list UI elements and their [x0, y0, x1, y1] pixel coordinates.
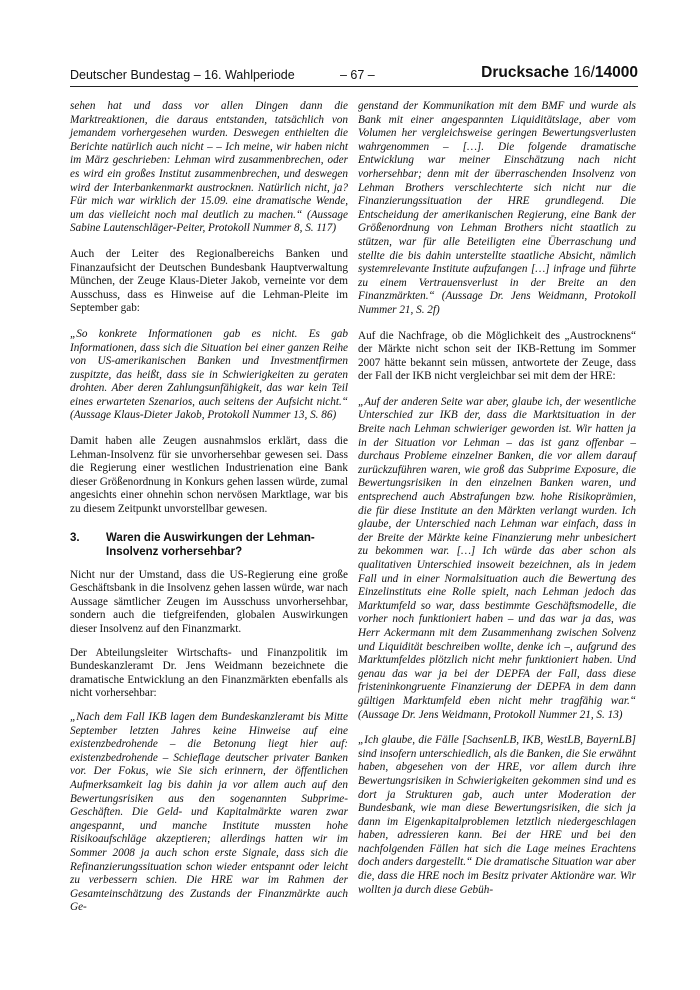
section-heading [70, 531, 348, 559]
header-doc-label: Drucksache [481, 64, 570, 81]
header-publication: Deutscher Bundestag – 16. Wahlperiode [70, 68, 295, 82]
header-document-id [481, 64, 638, 82]
section-title: Waren die Auswirkungen der Lehman-Insolvenz vorhersehbar? [106, 531, 315, 558]
paragraph-follow-up-question: Auf die Nachfrage, ob die Möglichkeit des „Austrocknens“ der Märkte nicht schon seit der IKB-Rettung im Sommer 2007 hätte bekannt sein müssen, antwortete der Zeuge, dass der Fall der IKB nicht vergleichbar sei mit dem der HRE: [358, 329, 636, 383]
quote-weidmann-1: „Nach dem Fall IKB lagen dem Bundeskanzleramt bis Mitte September letzten Jahres keine Hinweise auf eine existenzbedrohende – die Betonung liegt hier auf: existenzbedrohende – Schieflage deutscher privater Banken vor. Der Fokus, wie Sie sich erinnern, der öffentlichen Aufmerksamkeit lag bis dahin ja vor allem auch auf den Bewertungsrisiken aus den sogenannten Subprime-Geschäften. Die Geld- und Kapitalmärkte waren zwar angespannt, und manche Institute mussten hohe Risikoaufschläge akzeptieren; allerdings hatten wir im Sommer 2008 ja auch schon erste Signale, dass sich die Refinanzierungssituation schon wieder entspannt oder leicht zu verbessern schien. Die HRE war im Rahmen der Gesamteinschätzung des Zustands der Finanzmärkte auch Ge- [70, 710, 348, 914]
left-column [70, 100, 348, 927]
quote-weidmann-2: „Auf der anderen Seite war aber, glaube ich, der wesentliche Unterschied zur IKB der, dass die Marktsituation in der Breite nach Lehman schwieriger geworden ist. Wir hatten ja in der Situation vor Lehman – das ist ganz offenbar – durchaus Probleme einzelner Banken, die vor allem darauf zurückzuführen waren, wie groß das Subprime Exposure, die Bewertungsrisiken in den einzelnen Banken waren, und entsprechend auch Abstrafungen bzw. hohe Risikoprämien, die für diese Institute an den Märkten verlangt wurden. Ich glaube, der Unterschied nach Lehman war einfach, dass in der Breite der Märkte keine Finanzierung mehr unbesichert zu bekommen war. […] Ich würde das aber schon als qualitativen Unterschied insoweit bezeichnen, als in jedem Fall und in einer Normalsituation auch die Bewertung des Einzelinstituts eine Rolle spielt, nach Lehman jedoch das Marktumfeld so war, dass bestimmte Geschäftsmodelle, die vorher noch funktioniert haben – und das war ja das, was Herr Ackermann mit dem Zusammenhang zwischen Solvenz und Liquidität beschreiben wollte, denke ich –, aufgrund des Marktumfeldes plötzlich nicht mehr funktioniert haben. Und genau das war ja bei der DEPFA der Fall, dass diese fristeninkongruente Finanzierung der DEPFA in dem dann gültigen Marktumfeld eben nicht mehr tragfähig war.“ (Aussage Dr. Jens Weidmann, Protokoll Nummer 21, S. 13) [358, 395, 636, 721]
header-page-number: – 67 – [340, 68, 375, 82]
page-header [70, 64, 638, 87]
quote-weidmann-1-continued: genstand der Kommunikation mit dem BMF und wurde als Bank mit einer angespannten Liquiditätslage, aber vom Volumen her vergleichsweise geringen Bewertungsverlusten wahrgenommen – […]. Die folgende dramatische Entwicklung war meiner Einschätzung nach nicht vorhersehbar; denn mit der überraschenden Insolvenz von Lehman Brothers verschlechterte sich nicht nur die Finanzierungssituation der HRE grundlegend. Die Entscheidung der amerikanischen Regierung, eine Bank der Größenordnung von Lehman Brothers nicht staatlich zu stützen, war für alle Beteiligten eine Überraschung und stellte die bis dahin unterstellte staatliche Absicht, nämlich systemrelevante Institute aufzufangen […] infrage und führte zu einem Vertrauensverlust in der Breite an den Finanzmärkten.“ (Aussage Dr. Jens Weidmann, Protokoll Nummer 21, S. 2f) [358, 100, 636, 316]
right-column [358, 100, 636, 909]
paragraph-jakob-intro: Auch der Leiter des Regionalbereichs Banken und Finanzaufsicht der Deutschen Bundesbank Hauptverwaltung München, der Zeuge Klaus-Dieter Jakob, verneinte vor dem Ausschuss, dass es Hinweise auf die Lehman-Pleite im September gab: [70, 247, 348, 315]
paragraph-us-government: Nicht nur der Umstand, dass die US-Regierung eine große Geschäftsbank in die Insolvenz gehen lassen würde, war nach Aussage sämtlicher Zeugen im Ausschuss unvorhersehbar, sondern auch die tiefgreifenden, globalen Auswirkungen dieser Insolvenz auf den Finanzmarkt. [70, 568, 348, 635]
header-doc-number: 14000 [594, 64, 638, 81]
quote-lautenschlaeger: sehen hat und dass vor allen Dingen dann die Marktreaktionen, die daraus entstanden, tatsächlich von jemandem vorhergesehen wurden. Deswegen enthielten die Berichte natürlich auch nicht – – Ich meine, wir haben nicht im März geschrieben: Lehman wird zusammenbrechen, oder es wird ein großes Institut zusammenbrechen, und deswegen wird der Interbankenmarkt austrocknen. Natürlich nicht, ja? Für mich war wirklich der 15.09. eine dramatische Wende, um das vielleicht noch mal deutlich zu machen.“ (Aussage Sabine Lautenschläger-Peiter, Protokoll Nummer 8, S. 117) [70, 100, 348, 235]
paragraph-weidmann-intro: Der Abteilungsleiter Wirtschafts- und Finanzpolitik im Bundeskanzleramt Dr. Jens Weidmann bezeichnete die dramatische Entwicklung an den Finanzmärkten ebenfalls als nicht vorhersehbar: [70, 646, 348, 700]
section-number: 3. [70, 531, 80, 544]
quote-weidmann-3: „Ich glaube, die Fälle [SachsenLB, IKB, WestLB, BayernLB] sind insofern unterschiedlich, als die Banken, die Sie erwähnt haben, abgesehen von der HRE, vor allem durch ihre Bewertungsrisiken in Schwierigkeiten gekommen sind und es dort ja Strukturen gab, auch unter Moderation der Bundesbank, wie man diese Bewertungsrisiken, die sich ja dann im Eigenkapitalproblemen letztlich niedergeschlagen haben, adressieren kann. Bei der HRE und bei den nachfolgenden Fällen hat sich die Lage meines Erachtens doch anders dargestellt.“ Die dramatische Situation war aber die, dass die HRE noch im Besitz privater Aktionäre war. Wir wollten ja durch diese Gebüh- [358, 734, 637, 896]
quote-jakob: „So konkrete Informationen gab es nicht. Es gab Informationen, dass sich die Situation bei einer ganzen Reihe von US-amerikanischen Banken und Investmentfirmen zuspitzte, das heißt, dass sie in Schwierigkeiten zu geraten drohten. Aber deren Zahlungsunfähigkeit, das war kein Teil eines erwarteten Szenarios, auch seitens der Aufsicht nicht.“ (Aussage Klaus-Dieter Jakob, Protokoll Nummer 13, S. 86) [70, 327, 348, 422]
paragraph-conclusion: Damit haben alle Zeugen ausnahmslos erklärt, dass die Lehman-Insolvenz für sie unvorhersehbar gewesen sei. Dass die Regierung einer westlichen Industrienation eine Bank dieser Größenordnung in Konkurs gehen lassen würde, zumal angesichts einer ohnehin schon nervösen Marktlage, war bis zu diesem Zeitpunkt unvorstellbar gewesen. [70, 435, 348, 516]
header-doc-prefix: 16/ [573, 64, 595, 81]
